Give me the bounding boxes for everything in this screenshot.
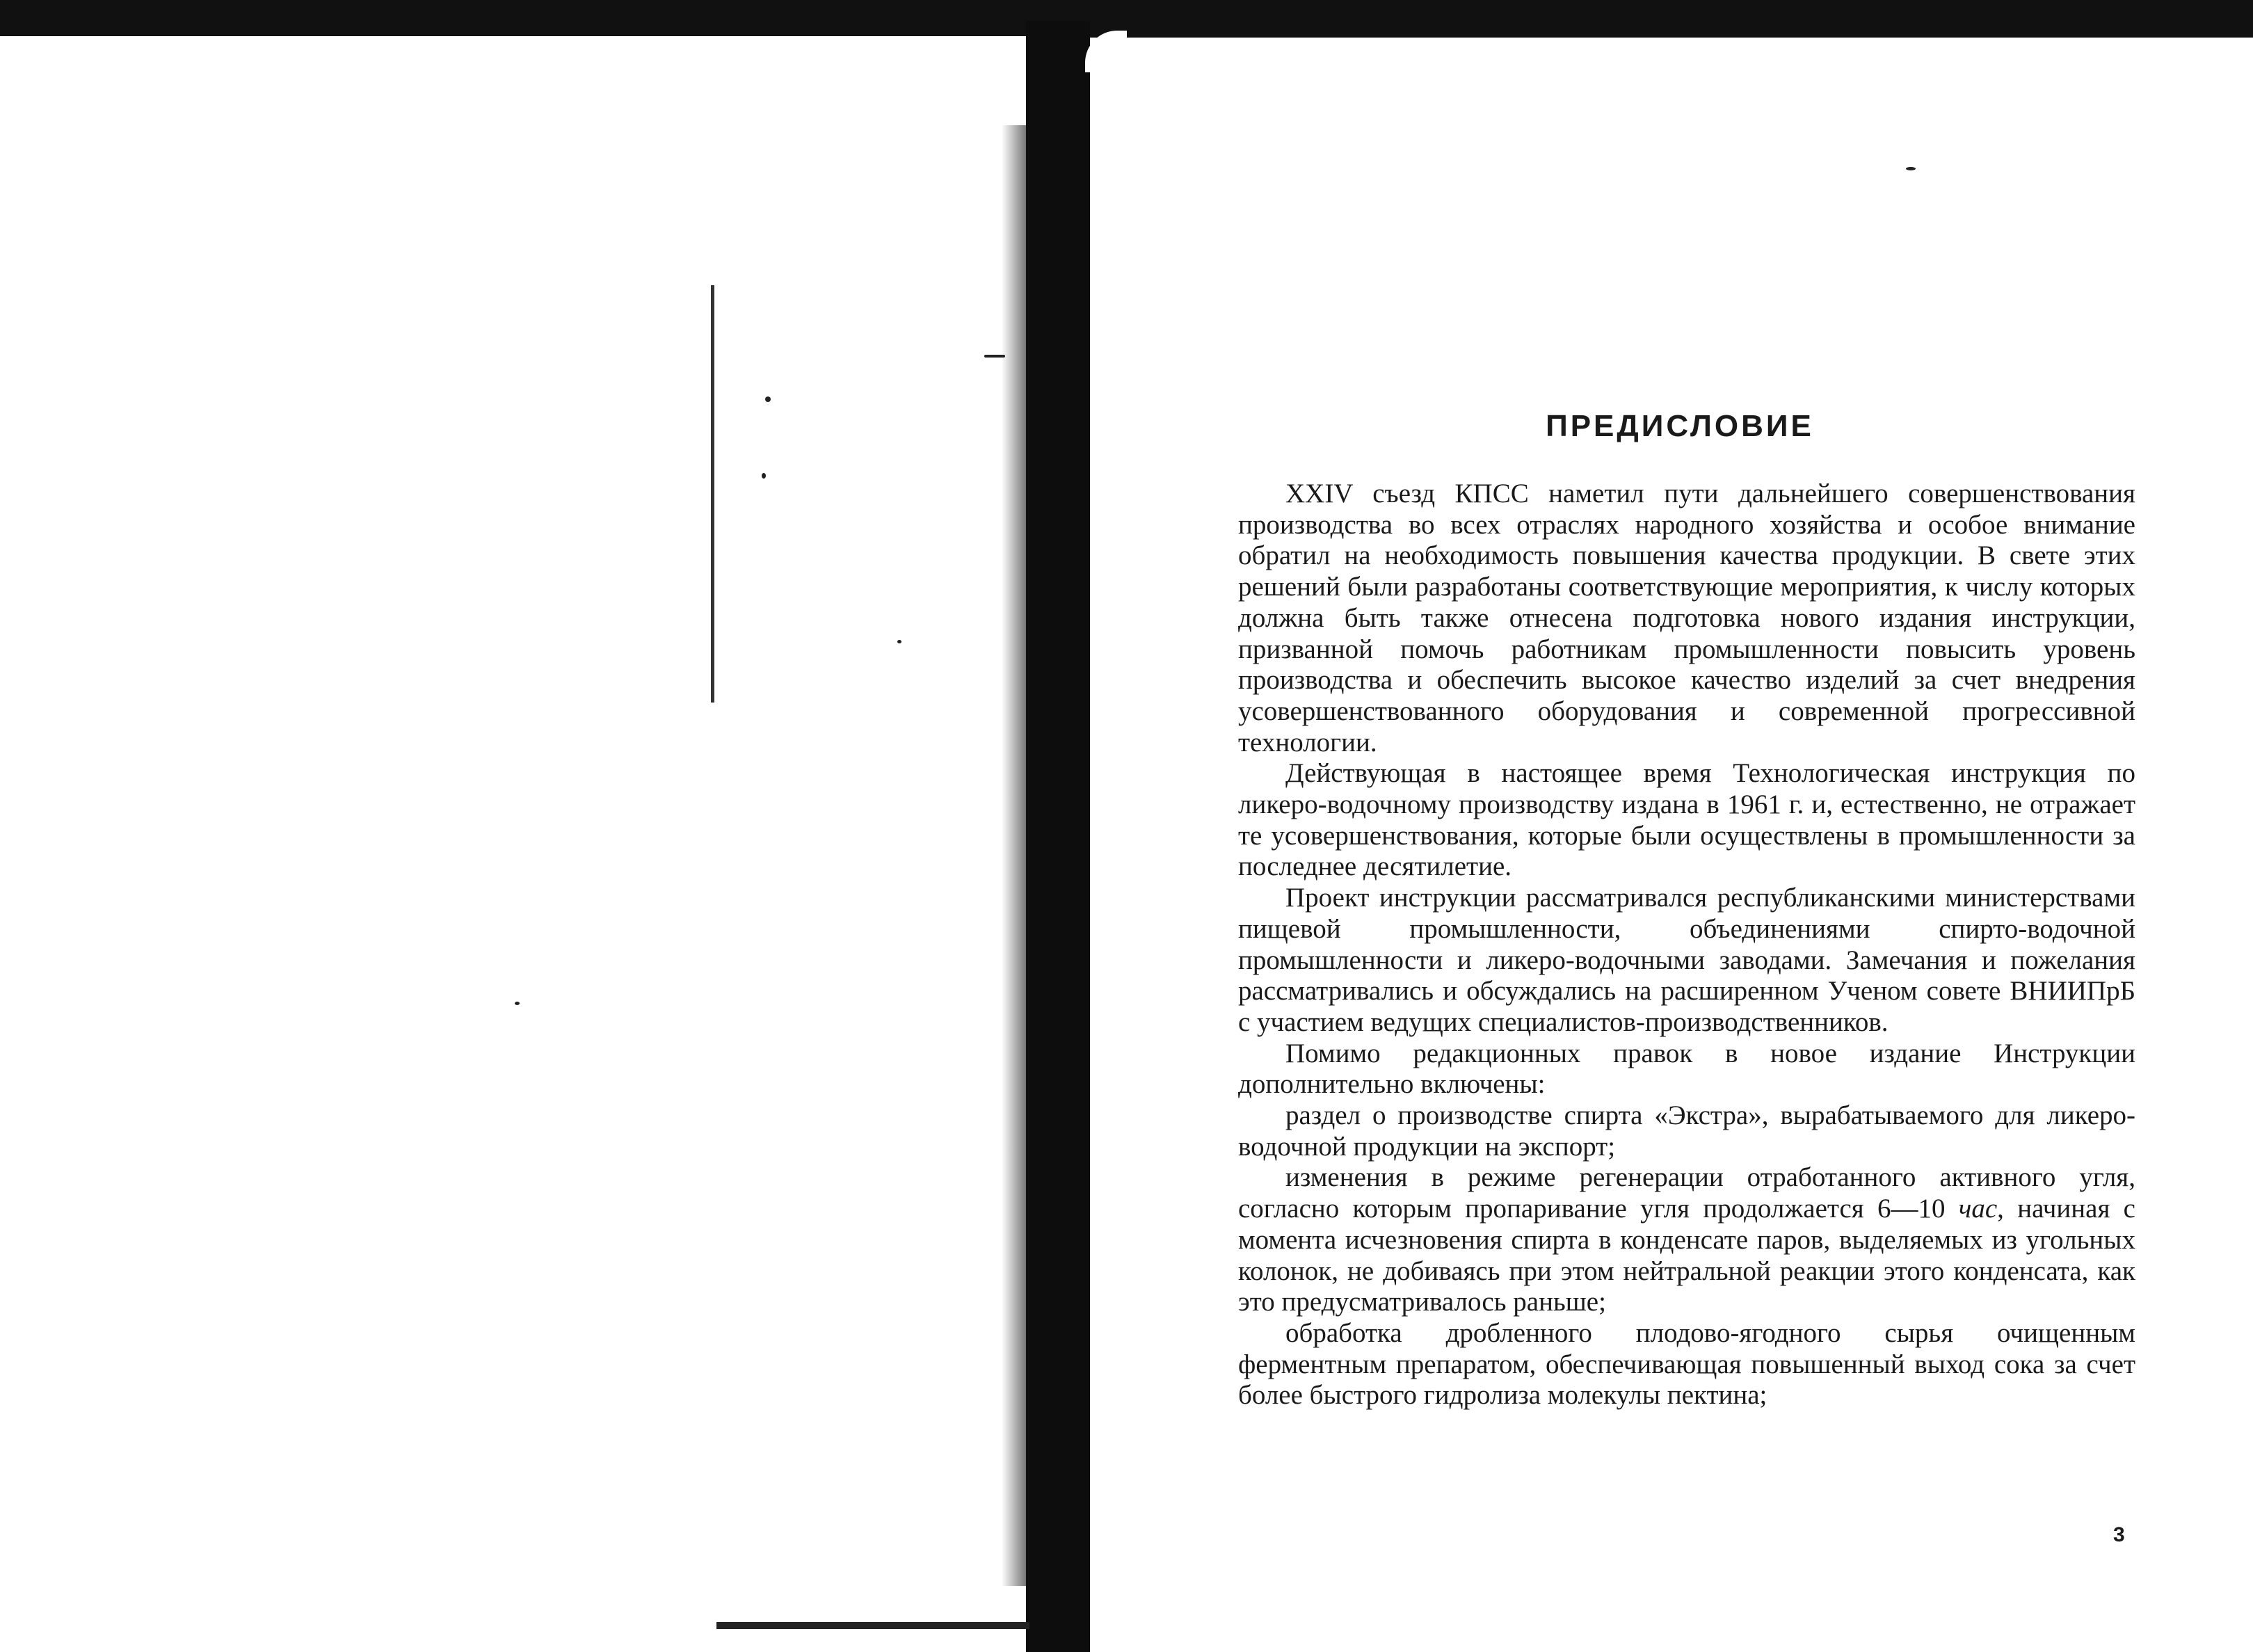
dust-speck (762, 473, 766, 479)
paragraph-6-text-b: , начиная с момента исчезновения спирта в конденсате паров, выделяемых из угольных колонок, не добиваясь при этом нейтральной реакции этого конденсата, как это предусматривалось раньше; (1238, 1194, 2135, 1317)
dust-speck (984, 355, 1005, 358)
paragraph-3: Проект инструкции рассматривался республиканскими министерствами пищевой промышленности, объединениями спирто-водочной промышленности и ликеро-водочными заводами. Замечания и пожелания рассматривались и обсуждались на расширенном Ученом совете ВНИИПрБ с участием ведущих специалистов-производственников. (1238, 883, 2135, 1037)
bottom-scan-mark (716, 1622, 1029, 1629)
paragraph-1: XXIV съезд КПСС наметил пути дальнейшего совершенствования производства во всех отраслях народного хозяйства и особое внимание обратил на необходимость повышения качества продукции. В свете этих решений были разработаны соответствующие мероприятия, к числу которых должна быть также отнесена подготовка нового издания инструкции, призванной помочь работникам промышленности повысить уровень производства и обеспечить высокое качество изделий за счет внедрения усовершенствованного оборудования и современной прогрессивной технологии. (1238, 479, 2135, 757)
right-page (1224, 0, 2142, 1652)
page-number: 3 (2113, 1523, 2125, 1546)
spine-shadow (1002, 125, 1027, 1586)
paragraph-2: Действующая в настоящее время Технологическая инструкция по ликеро-водочному производству издана в 1961 г. и, естественно, не отражает те усовершенствования, которые были осуществлены в промышленности за последнее десятилетие. (1238, 758, 2135, 882)
paragraph-6-text-a: изменения в режиме регенерации отработанного активного угля, согласно которым пропаривание угля продолжается 6—10 (1238, 1162, 2135, 1224)
left-page-mark (711, 285, 714, 703)
preface-text (1238, 479, 2135, 1411)
paragraph-4: Помимо редакционных правок в новое издание Инструкции дополнительно включены: (1238, 1038, 2135, 1100)
paragraph-7: обработка дробленного плодово-ягодного сырья очищенным ферментным препаратом, обеспечивающая повышенный выход сока за счет более быстрого гидролиза молекулы пектина; (1238, 1317, 2135, 1411)
paragraph-5: раздел о производстве спирта «Экстра», вырабатываемого для ликеро-водочной продукции на экспорт; (1238, 1100, 2135, 1162)
dust-speck (897, 640, 901, 643)
dust-speck (765, 396, 771, 402)
paragraph-6 (1238, 1162, 2135, 1318)
dust-speck (515, 1002, 520, 1005)
page-heading: ПРЕДИСЛОВИЕ (1546, 409, 1814, 443)
paragraph-6-unit: час (1958, 1194, 1998, 1224)
book-spine (1026, 21, 1090, 1652)
